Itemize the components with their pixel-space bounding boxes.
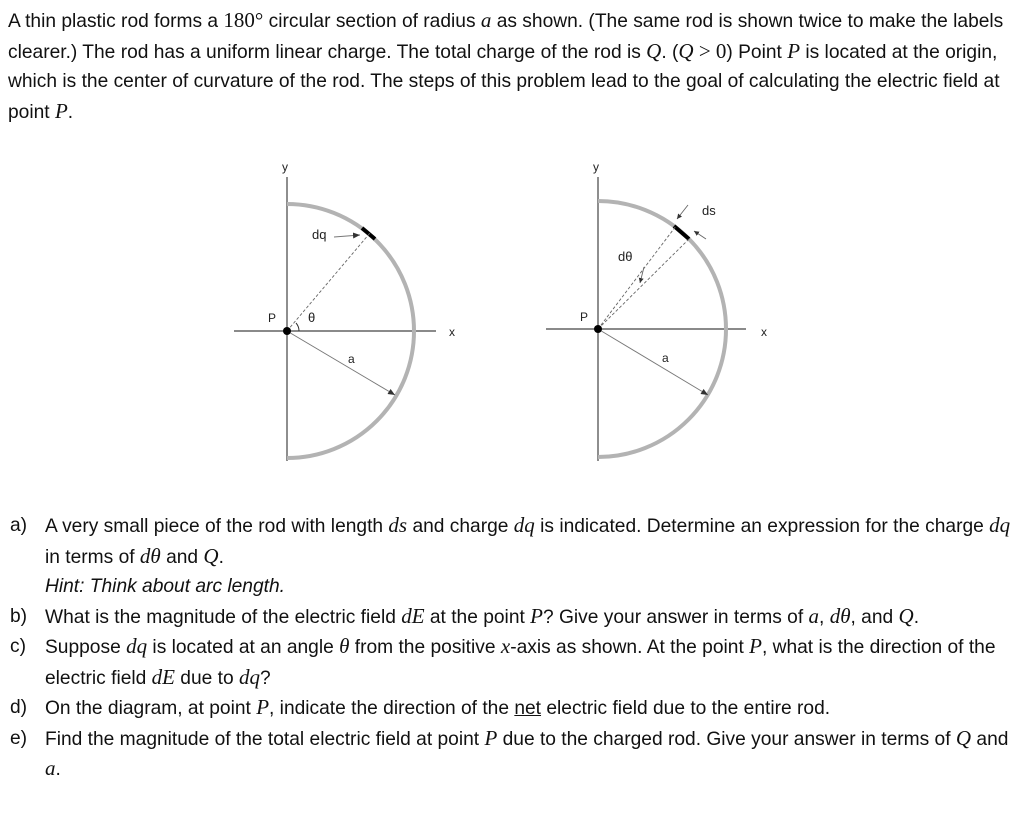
- dtheta-line-2: [598, 239, 689, 329]
- dtheta-line-1: [598, 226, 676, 329]
- theta-arc: [296, 323, 299, 331]
- question-text: A very small piece of the rod with length ds and charge dq is indicated. Determine an expression for the charge dq in terms of dθ and Q. Hint: Think about arc length.: [45, 511, 1015, 602]
- angle-180: 180°: [223, 8, 264, 32]
- question-text: On the diagram, at point P, indicate the direction of the net electric field due to the entire rod.: [45, 695, 831, 719]
- hint-text: Hint: Think about arc length.: [45, 576, 285, 597]
- ds-arrow-bottom: [694, 231, 706, 239]
- point-p-label: P: [268, 311, 277, 325]
- question-label: c): [10, 636, 26, 657]
- question-list: [10, 511, 1015, 785]
- question-c: [10, 632, 1015, 693]
- dq-element: [362, 228, 375, 239]
- question-label: d): [10, 697, 28, 718]
- y-axis-label: y: [282, 160, 288, 174]
- question-text: Find the magnitude of the total electric field at point P due to the charged rod. Give your answer in terms of Q and a.: [45, 725, 1009, 780]
- theta-label: θ: [308, 310, 316, 325]
- var-Q: Q: [678, 38, 694, 63]
- question-label: e): [10, 727, 28, 749]
- question-a: [10, 511, 1015, 602]
- var-P: P: [54, 98, 68, 123]
- question-label: a): [10, 515, 28, 536]
- radius-a-arrow: [598, 329, 708, 395]
- question-text: Suppose dq is located at an angle θ from the positive x-axis as shown. At the point P, what is the direction of the electric field dE due to dq?: [45, 634, 996, 689]
- x-axis-label: x: [449, 325, 455, 339]
- dtheta-label: dθ: [618, 249, 633, 264]
- var-P: P: [787, 38, 801, 63]
- a-label: a: [348, 352, 355, 366]
- point-p-dot: [283, 327, 291, 335]
- dtheta-arrow: [640, 267, 644, 283]
- y-axis-label: y: [593, 160, 599, 174]
- ds-element: [674, 226, 689, 239]
- question-d: [10, 693, 1015, 724]
- dq-pointer-arrow: [334, 235, 360, 237]
- figure-right: [540, 155, 790, 475]
- question-label: b): [10, 605, 28, 627]
- point-p-dot: [594, 325, 602, 333]
- ds-arrow-top: [677, 205, 688, 219]
- figure-left: [230, 155, 470, 475]
- radius-a-arrow: [287, 331, 395, 395]
- a-label: a: [662, 351, 669, 365]
- ds-label: ds: [702, 203, 716, 218]
- var-a: a: [480, 8, 492, 32]
- radius-dashed-line: [287, 233, 370, 331]
- question-b: [10, 602, 1015, 633]
- question-e: [10, 724, 1015, 785]
- point-p-label: P: [580, 310, 589, 324]
- x-axis-label: x: [761, 325, 767, 339]
- question-text: What is the magnitude of the electric field dE at the point P? Give your answer in terms of a, dθ, and Q.: [45, 603, 920, 628]
- problem-intro: A thin plastic rod forms a 180° circular section of radius a as shown. (The same rod is shown twice to make the labels clearer.) The rod has a uniform linear charge. The total charge of the rod is Q. (Q > 0) Point P is located at the origin, which is the center of curvature of the rod. The steps of this problem lead to the goal of calculating the electric field at point P.: [8, 8, 1004, 123]
- dq-label: dq: [312, 227, 327, 242]
- var-Q: Q: [646, 38, 662, 63]
